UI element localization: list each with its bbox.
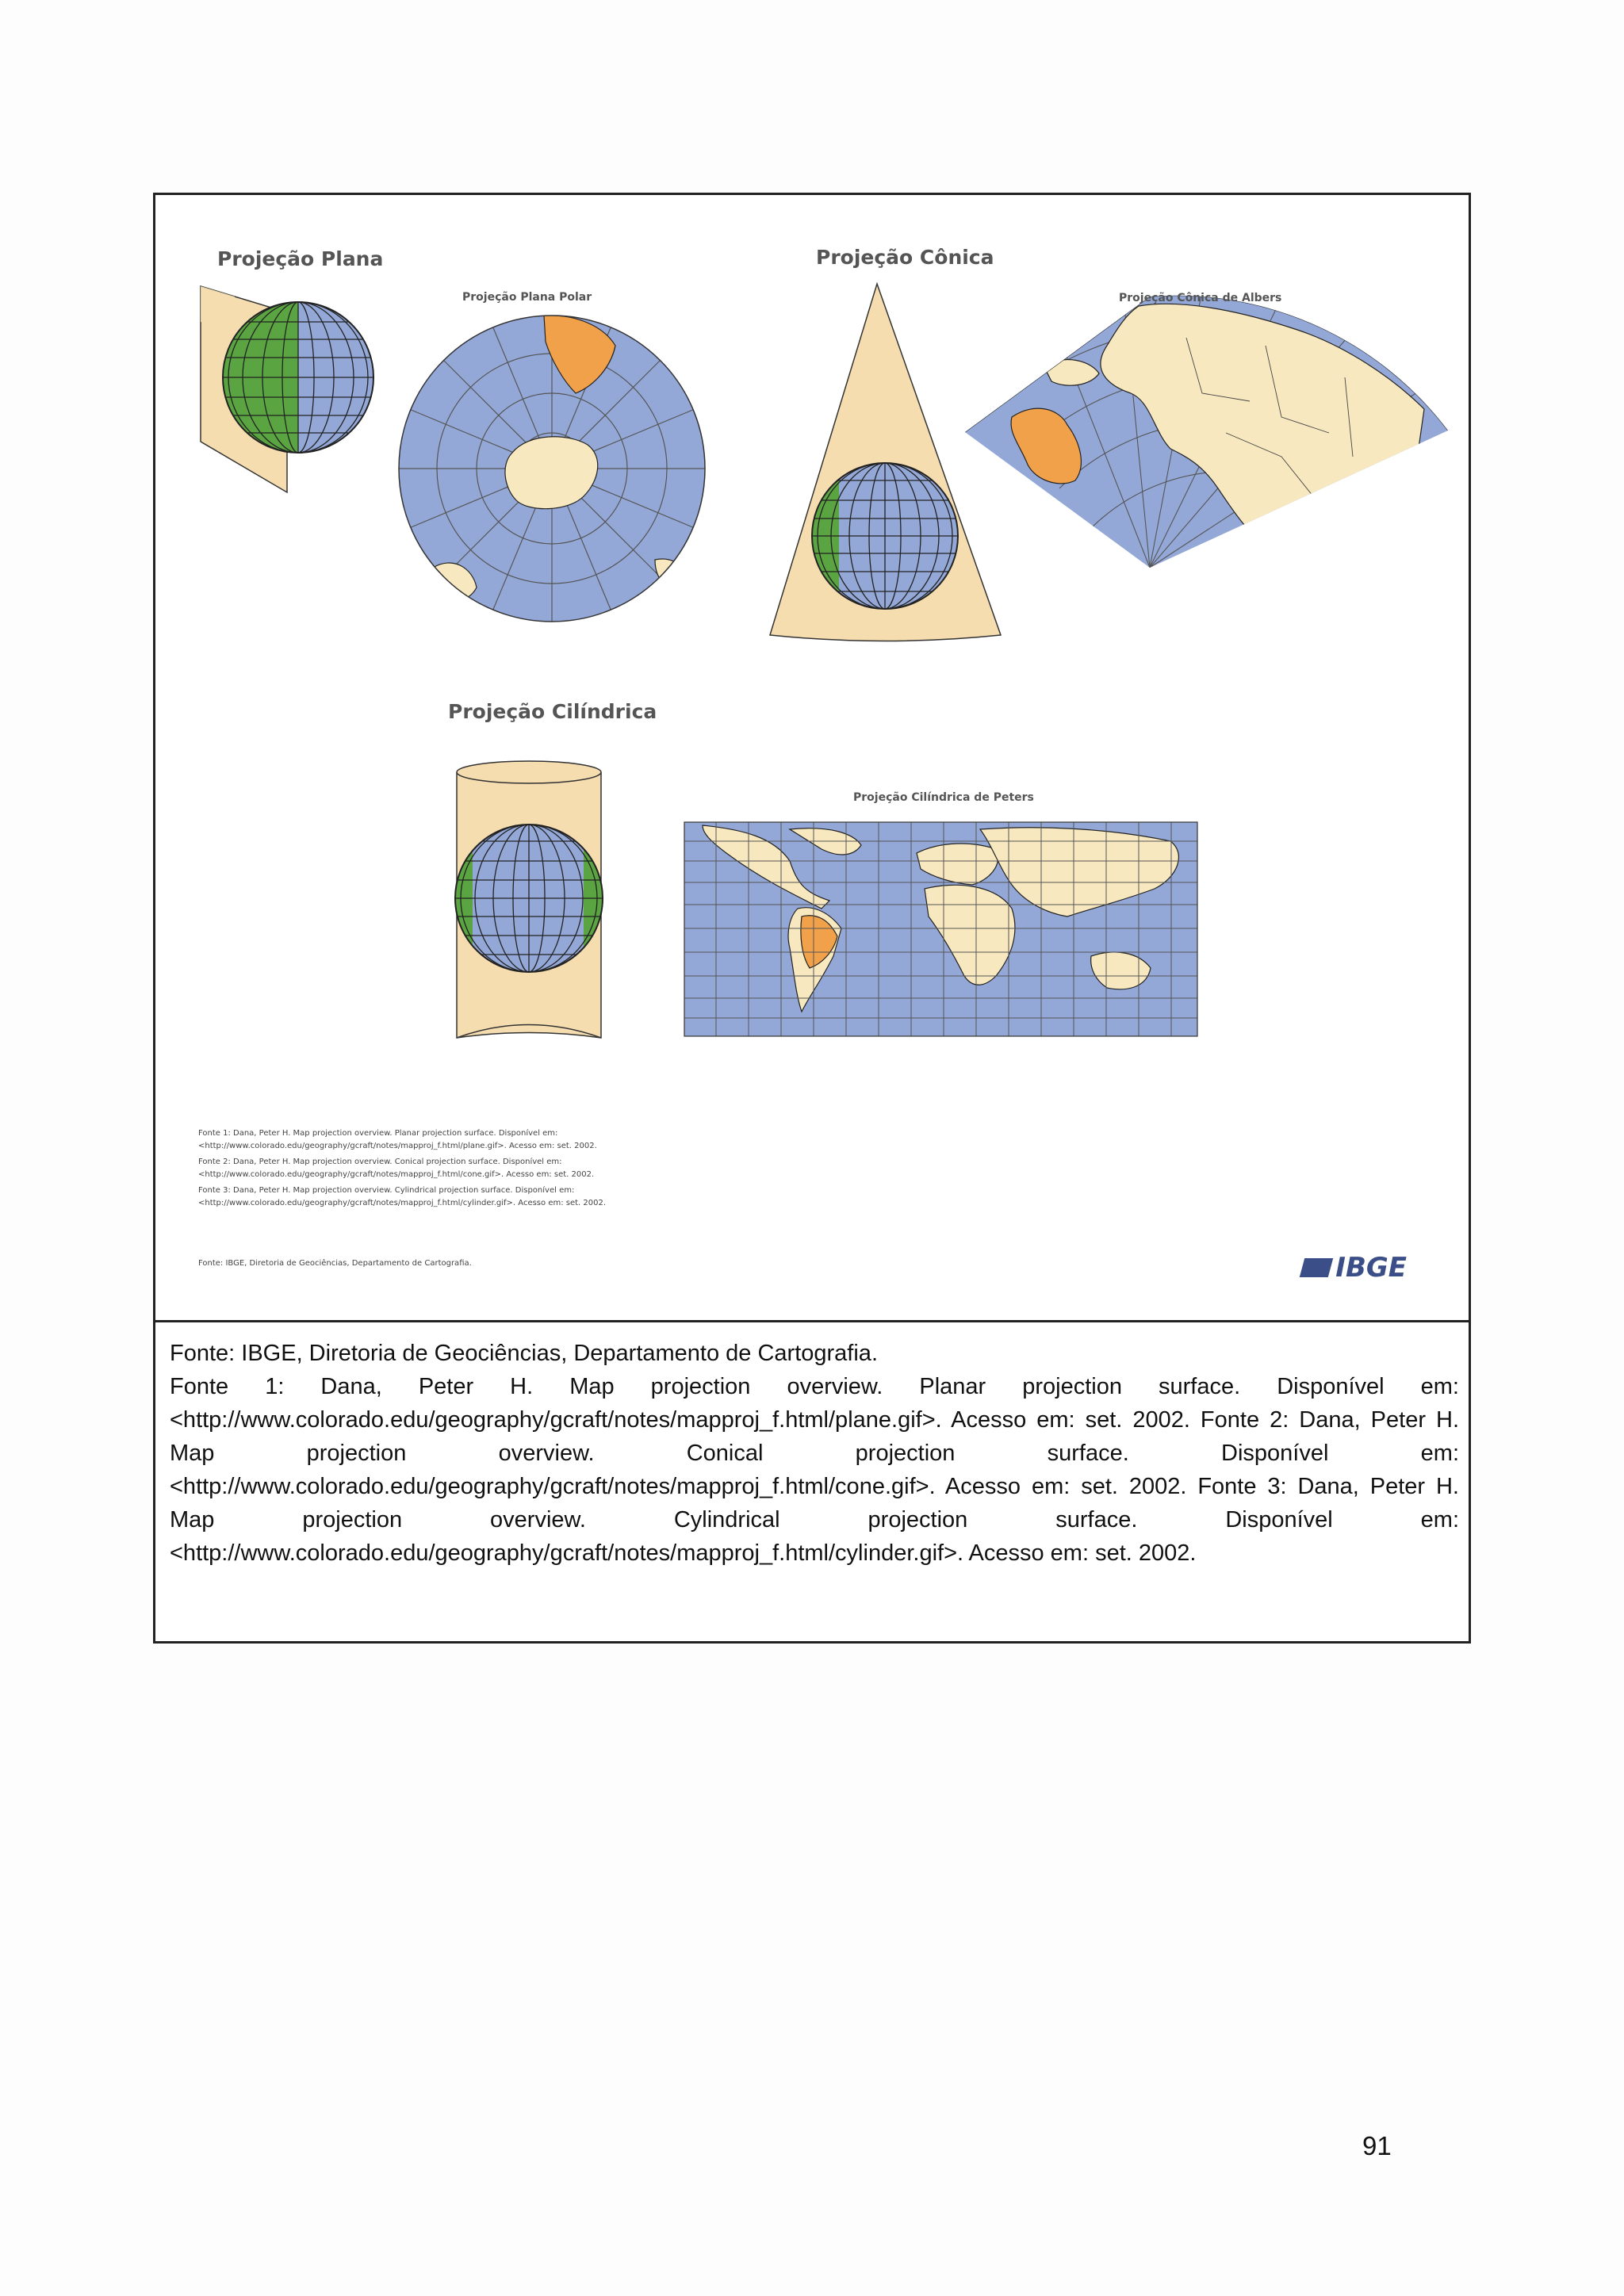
- figure-caption: [170, 1337, 1459, 1570]
- figure-source-line: <http://www.colorado.edu/geography/gcraft/notes/mapproj_f.html/cone.gif>. Acesso em: set. 2002.: [198, 1170, 595, 1179]
- conical-albers-map: [956, 290, 1464, 576]
- caption-sources: Fonte 1: Dana, Peter H. Map projection overview. Planar projection surface. Disponível em: <http://www.colorado.edu/geography/gcraft/notes/mapproj_f.html/plane.gif>. Acesso em: set. 2002. Fonte 2: Dana, Peter H. Map projection overview. Conical projection surface. Disponível em: <http://www.colorado.edu/geography/gcraft/notes/mapproj_f.html/cone.gif>. Acesso em: set. 2002. Fonte 3: Dana, Peter H. Map projection overview. Cylindrical projection surface. Disponível em: <http://www.colorado.edu/geography/gcraft/notes/mapproj_f.html/cylinder.gif>. Acesso em: set. 2002.: [170, 1374, 1459, 1566]
- planar-polar-map: [397, 314, 707, 623]
- map-title-cilindrica-peters: Projeção Cilíndrica de Peters: [853, 791, 1034, 804]
- figure-source-line: Fonte 1: Dana, Peter H. Map projection overview. Planar projection surface. Disponível em:: [198, 1129, 558, 1138]
- cylindrical-projection-globe: [449, 761, 607, 1038]
- map-title-conica-albers: Projeção Cônica de Albers: [1119, 292, 1282, 304]
- section-title-cilindrica: Projeção Cilíndrica: [448, 700, 657, 723]
- figure-source-line: Fonte 3: Dana, Peter H. Map projection overview. Cylindrical projection surface. Disponível em:: [198, 1186, 575, 1195]
- planar-projection-globe: [201, 286, 377, 492]
- projection-figure: [155, 195, 1469, 1322]
- map-title-plana-polar: Projeção Plana Polar: [462, 291, 592, 304]
- section-title-plana: Projeção Plana: [217, 247, 384, 270]
- figure-source-list: [198, 1127, 606, 1210]
- caption-ibge-source: Fonte: IBGE, Diretoria de Geociências, Departamento de Cartografia.: [170, 1341, 878, 1366]
- ibge-logo-text: IBGE: [1335, 1252, 1407, 1284]
- figure-source-line: <http://www.colorado.edu/geography/gcraft/notes/mapproj_f.html/cylinder.gif>. Acesso em: set. 2002.: [198, 1199, 607, 1207]
- ibge-logo: [1302, 1252, 1407, 1284]
- figure-source-line: Fonte 2: Dana, Peter H. Map projection overview. Conical projection surface. Disponível em:: [198, 1158, 562, 1166]
- figure-source-line: <http://www.colorado.edu/geography/gcraft/notes/mapproj_f.html/plane.gif>. Acesso em: set. 2002.: [198, 1142, 597, 1150]
- ibge-logo-icon: [1300, 1258, 1333, 1277]
- figure-frame: [153, 193, 1471, 1644]
- page-number: 91: [1362, 2131, 1392, 2160]
- conical-projection-globe: [770, 284, 1001, 641]
- section-title-conica: Projeção Cônica: [816, 246, 994, 269]
- cylindrical-peters-map: [684, 822, 1197, 1036]
- figure-ibge-source: Fonte: IBGE, Diretoria de Geociências, Departamento de Cartografia.: [198, 1259, 472, 1268]
